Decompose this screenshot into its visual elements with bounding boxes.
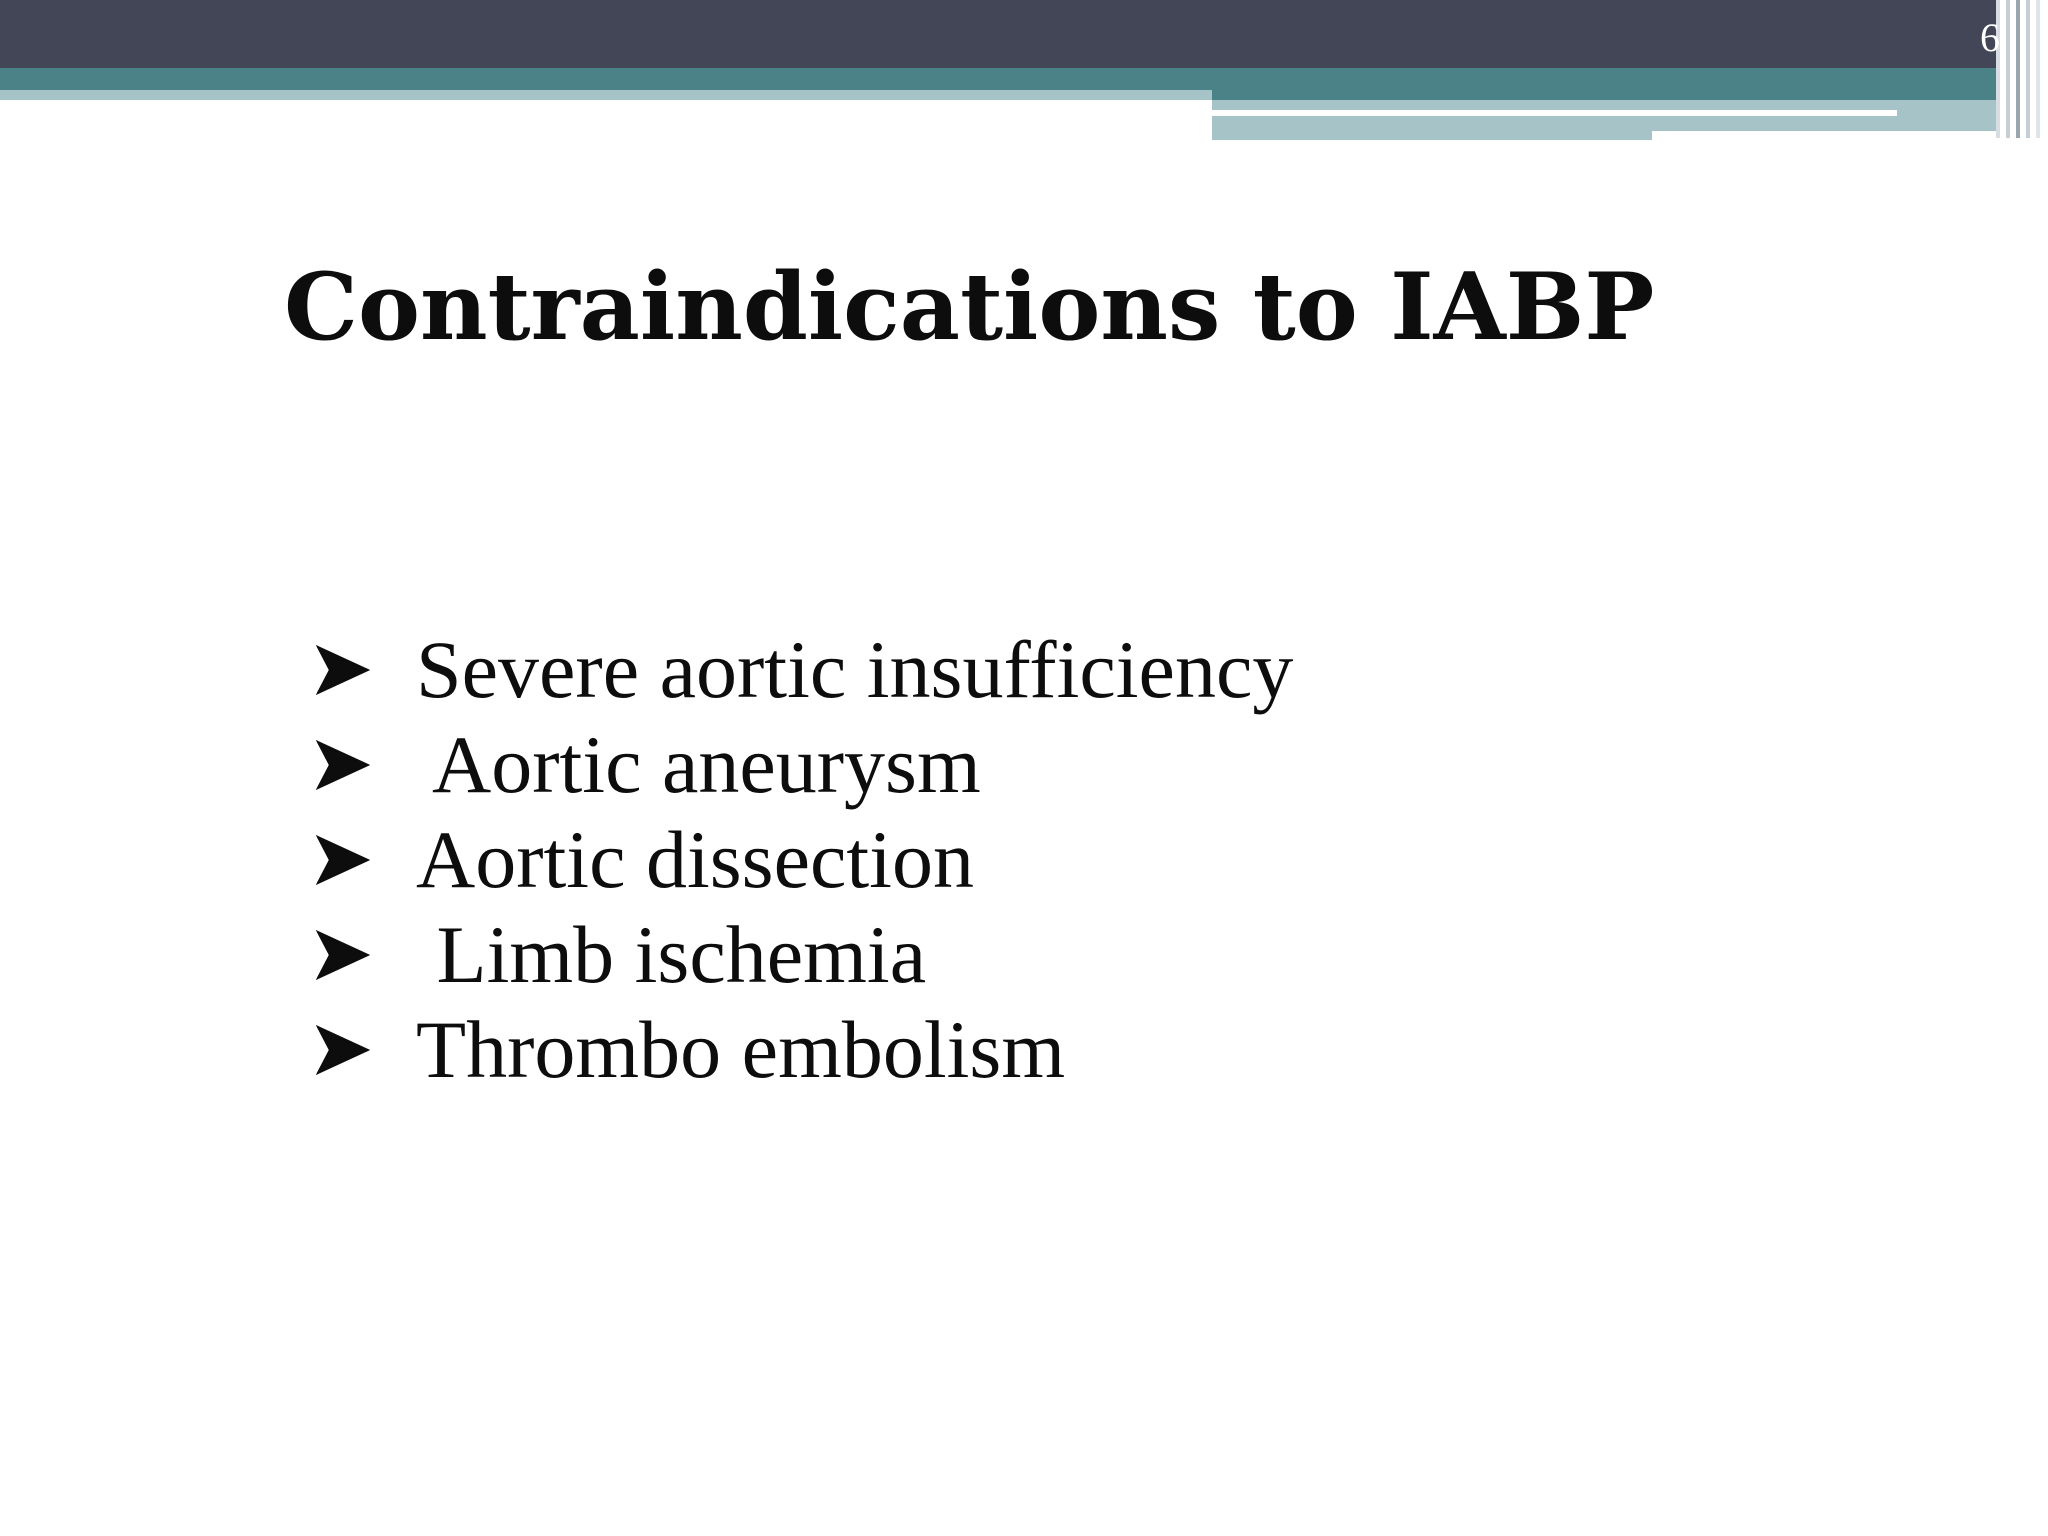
header-teal-band-right (1212, 68, 2048, 100)
arrowhead-bullet-icon (316, 1025, 416, 1075)
bullet-text: Aortic dissection (416, 813, 974, 905)
header-white-line-lower (1652, 131, 2012, 140)
header-white-line (1212, 110, 1897, 116)
bullet-item (316, 717, 1293, 812)
bullet-item (316, 812, 1293, 907)
arrowhead-bullet-icon (316, 930, 416, 980)
arrowhead-bullet-icon (316, 835, 416, 885)
arrowhead-bullet-icon (316, 645, 416, 695)
bullet-item (316, 1002, 1293, 1097)
bullet-list (316, 622, 1293, 1097)
bullet-item (316, 907, 1293, 1002)
arrowhead-bullet-icon (316, 740, 416, 790)
header-light-band-left (0, 90, 1212, 100)
page-number: 6 (1980, 15, 2000, 60)
bullet-text: Severe aortic insufficiency (416, 623, 1294, 715)
bullet-item (316, 622, 1293, 717)
bullet-text: Thrombo embolism (416, 1003, 1066, 1095)
slide-title: Contraindications to IABP (284, 252, 1655, 361)
header-dark-band (0, 0, 2048, 68)
bullet-text: Limb ischemia (416, 908, 927, 1000)
header-teal-band-left (0, 68, 1212, 90)
bullet-text: Aortic aneurysm (416, 718, 981, 810)
header-right-stripes (1996, 0, 2048, 138)
